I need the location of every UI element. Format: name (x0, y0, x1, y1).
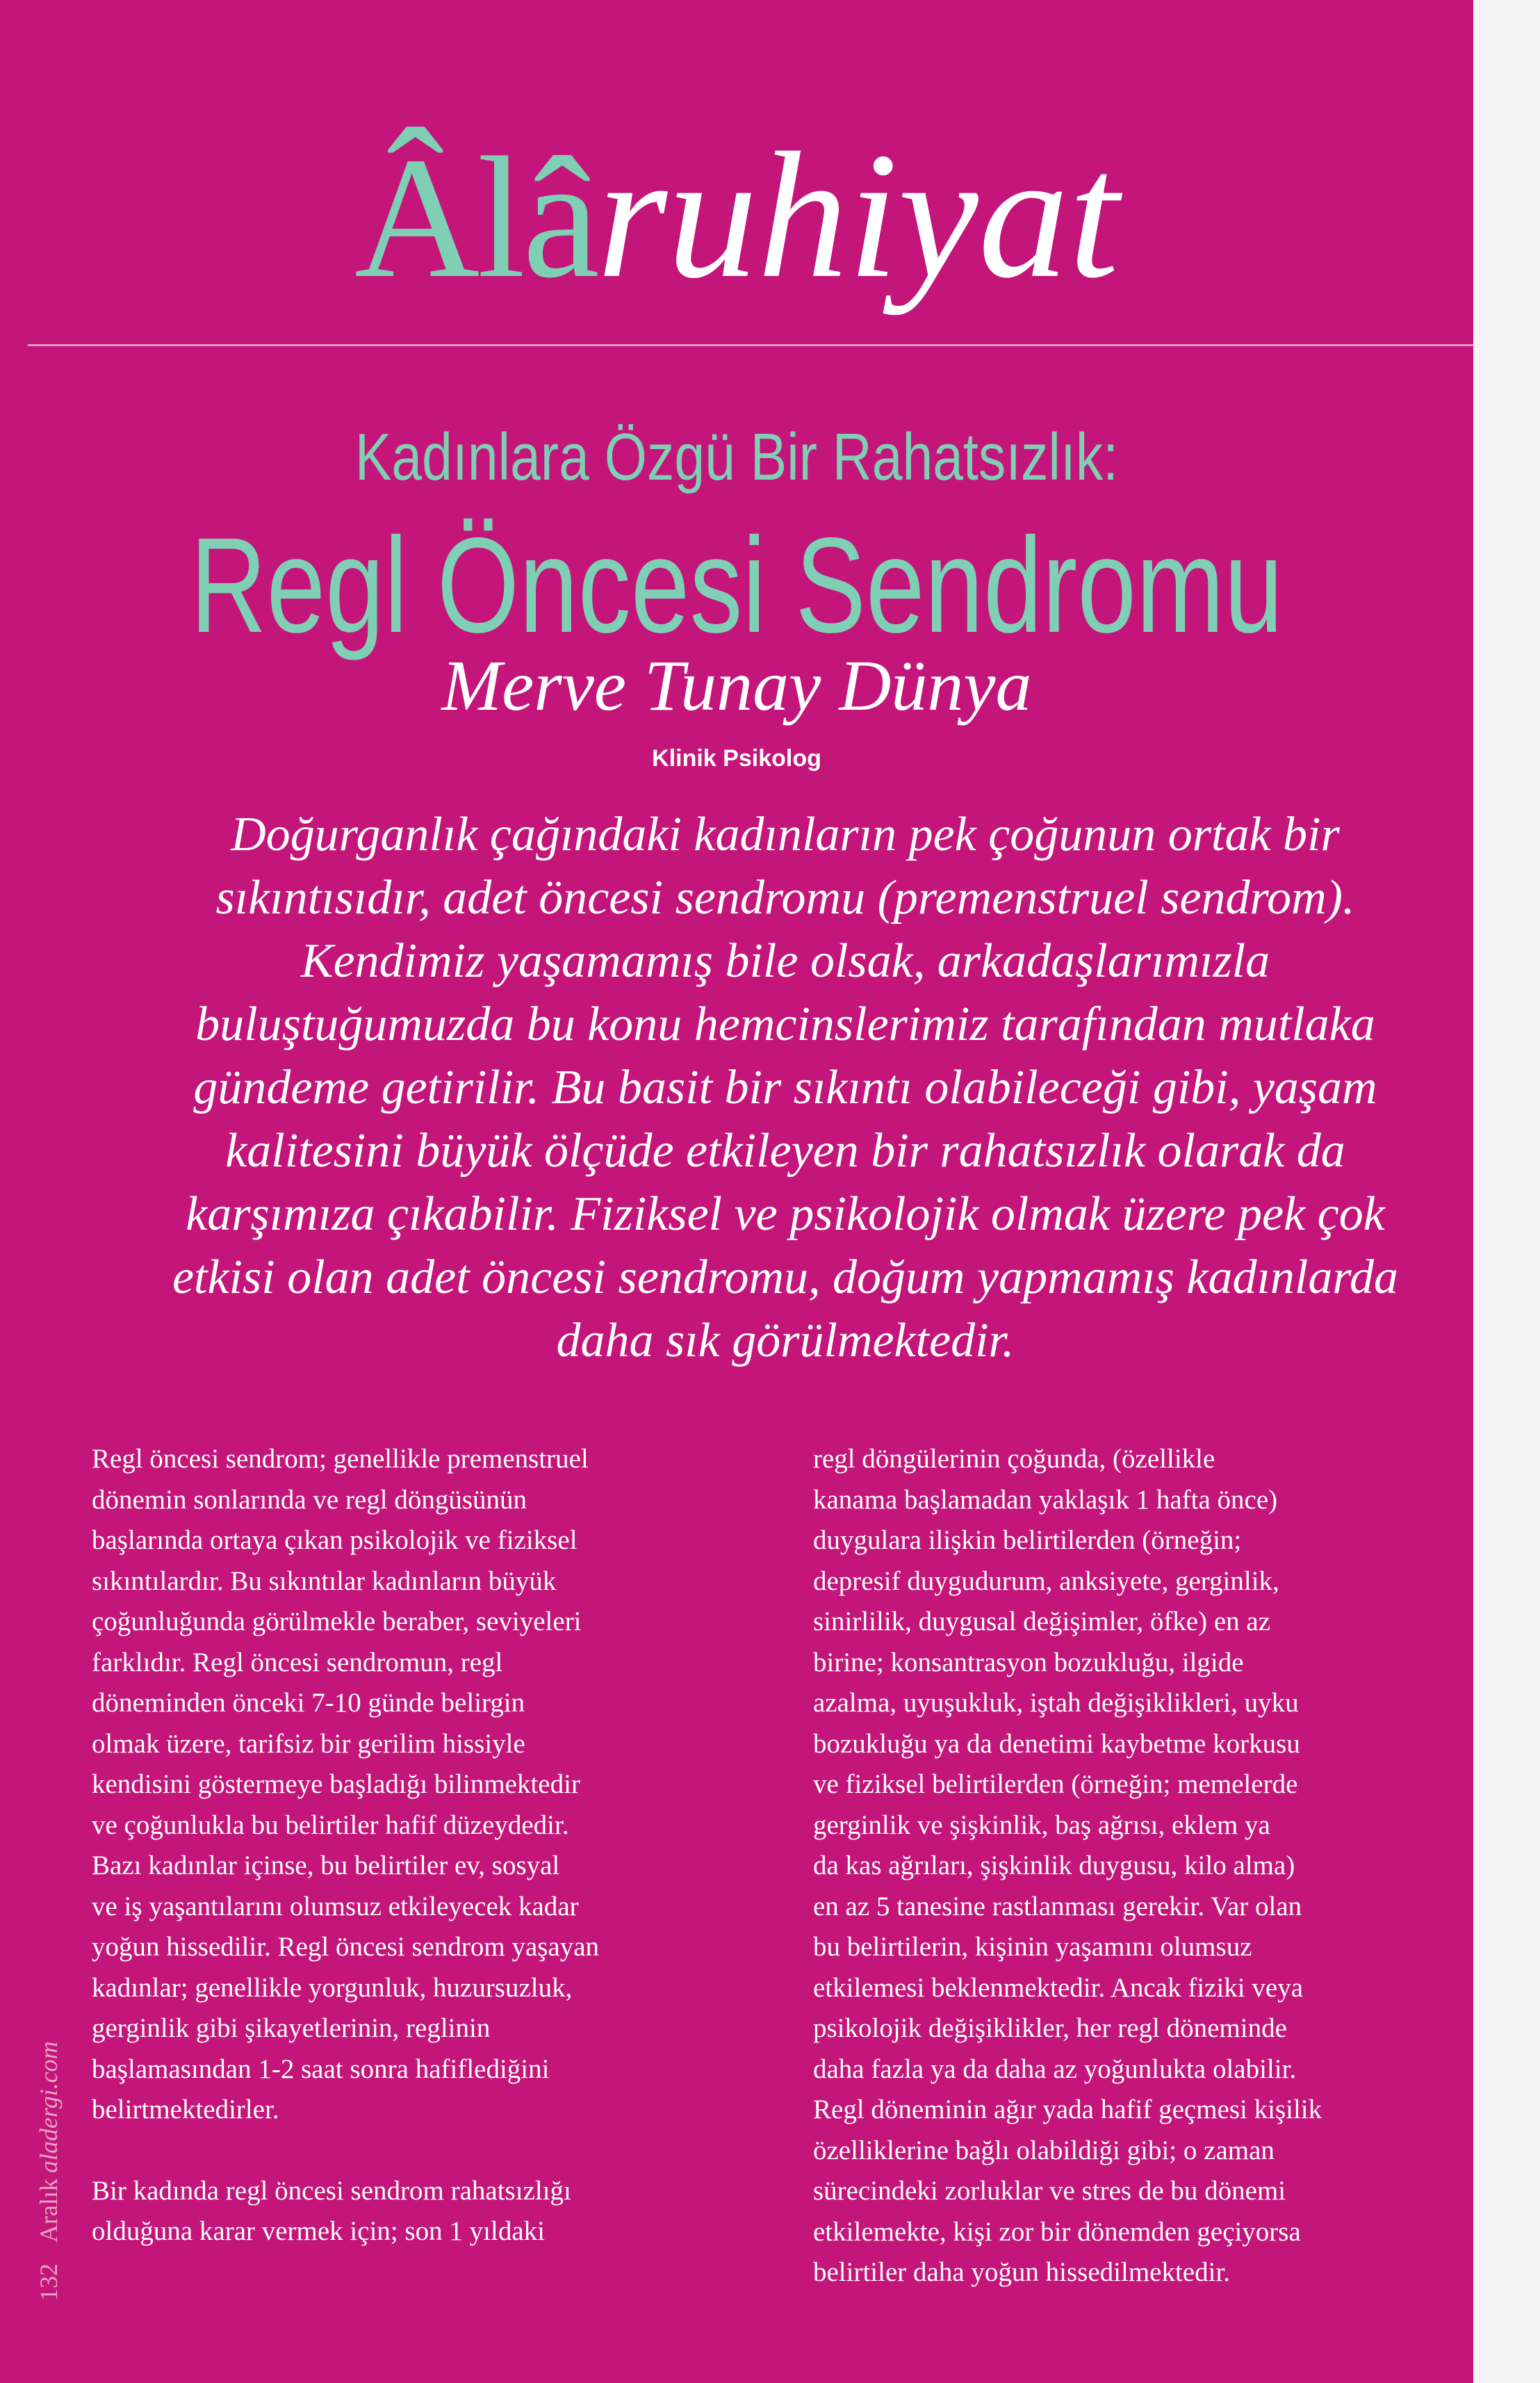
masthead-ala: Âlâ (354, 122, 597, 314)
body-line: regl döngülerinin çoğunda, (özellikle (813, 1444, 1215, 1474)
body-line: gerginlik ve şişkinlik, baş ağrısı, eklem ya (813, 1809, 1270, 1840)
lead-line: karşımıza çıkabilir. Fiziksel ve psikolojik olmak üzere pek çok (186, 1187, 1385, 1241)
page-number: 132 (35, 2263, 63, 2301)
body-line: başlamasından 1-2 saat sonra hafiflediğini (92, 2053, 550, 2084)
body-line: bu belirtilerin, kişinin yaşamını olumsuz (813, 1932, 1252, 1962)
body-line: gerginlik gibi şikayetlerinin, reglinin (92, 2013, 491, 2043)
body-paragraph (813, 1439, 1473, 2293)
body-line: en az 5 tanesine rastlanması gerekir. Var olan (813, 1891, 1302, 1921)
lead-line: etkisi olan adet öncesi sendromu, doğum yapmamış kadınlarda (172, 1251, 1399, 1304)
lead-line: kalitesini büyük ölçüde etkileyen bir rahatsızlık olarak da (225, 1124, 1345, 1178)
masthead-ruhiyat: ruhiyat (596, 115, 1120, 316)
lead-line: Kendimiz yaşamamış bile olsak, arkadaşlarımızla (300, 934, 1270, 988)
body-line: etkilemekte, kişi zor bir dönemden geçiyorsa (813, 2216, 1301, 2247)
body-line: sinirlilik, duygusal değişimler, öfke) en az (813, 1607, 1271, 1636)
article-lead (125, 803, 1445, 1372)
body-line: belirtmektedirler. (92, 2095, 279, 2124)
issue-month: Aralık (35, 2179, 63, 2243)
body-line: depresif duygudurum, anksiyete, gerginlik, (813, 1565, 1279, 1596)
author-role: Klinik Psikolog (652, 745, 821, 772)
body-line: daha fazla ya da daha az yoğunlukta olabilir. (813, 2053, 1297, 2084)
article-author: Merve Tunay Dünya (441, 646, 1032, 726)
body-line: Regl döneminin ağır yada hafif geçmesi kişilik (813, 2095, 1322, 2124)
body-line: farklıdır. Regl öncesi sendromun, regl (92, 1647, 503, 1677)
body-line: olmak üzere, tarifsiz bir gerilim hissiyle (92, 1728, 525, 1759)
lead-line: Doğurganlık çağındaki kadınların pek çoğunun ortak bir (231, 808, 1340, 861)
scan-margin (1473, 0, 1540, 2383)
body-line: ve fiziksel belirtilerden (örneğin; memelerde (813, 1769, 1298, 1799)
body-line: kanama başlamadan yaklaşık 1 hafta önce) (813, 1484, 1278, 1515)
body-line: sıkıntılardır. Bu sıkıntılar kadınların büyük (92, 1565, 557, 1596)
body-line: belirtiler daha yoğun hissedilmektedir. (813, 2257, 1231, 2287)
body-line: olduğuna karar vermek için; son 1 yıldaki (92, 2216, 545, 2246)
body-line: duygulara ilişkin belirtilerden (örneğin; (813, 1525, 1242, 1555)
body-line: başlarında ortaya çıkan psikolojik ve fiziksel (92, 1525, 578, 1555)
body-line: psikolojik değişiklikler, her regl döneminde (813, 2013, 1287, 2043)
body-line: azalma, uyuşukluk, iştah değişiklikleri, uyku (813, 1688, 1299, 1718)
body-line: ve çoğunlukla bu belirtiler hafif düzeydedir. (92, 1809, 569, 1840)
lead-line: daha sık görülmektedir. (556, 1314, 1015, 1367)
lead-line: sıkıntısıdır, adet öncesi sendromu (premenstruel sendrom). (215, 871, 1355, 925)
article-kicker: Kadınlara Özgü Bir Rahatsızlık: (354, 420, 1119, 494)
body-line: sürecindeki zorluklar ve stres de bu dönemi (813, 2176, 1286, 2206)
lead-line: gündeme getirilir. Bu basit bir sıkıntı olabileceği gibi, yaşam (193, 1061, 1377, 1114)
body-line: ve iş yaşantılarını olumsuz etkileyecek kadar (92, 1891, 579, 1921)
body-line: da kas ağrıları, şişkinlik duygusu, kilo alma) (813, 1851, 1295, 1880)
body-line: kadınlar; genellikle yorgunluk, huzursuzluk, (92, 1972, 573, 2003)
body-line: çoğunluğunda görülmekle beraber, seviyeleri (92, 1607, 582, 1636)
body-line: Bir kadında regl öncesi sendrom rahatsızlığı (92, 2175, 571, 2206)
body-line: yoğun hissedilir. Regl öncesi sendrom yaşayan (92, 1932, 600, 1962)
body-line: birine; konsantrasyon bozukluğu, ilgide (813, 1647, 1244, 1677)
body-line: özelliklerine bağlı olabildiği gibi; o zaman (813, 2135, 1275, 2165)
body-line: Regl öncesi sendrom; genellikle premenstruel (92, 1444, 589, 1474)
body-line: etkilemesi beklenmektedir. Ancak fiziki veya (813, 1972, 1304, 2003)
website-link[interactable]: aladergi.com (35, 2041, 63, 2174)
article-title: Regl Öncesi Sendromu (190, 510, 1284, 661)
body-paragraph (92, 2171, 801, 2252)
body-line: bozukluğu ya da denetimi kaybetme korkusu (813, 1728, 1300, 1759)
body-paragraph (92, 1439, 801, 2131)
lead-line: buluştuğumuzda bu konu hemcinslerimiz tarafından mutlaka (195, 998, 1375, 1051)
body-column-right (813, 1439, 1473, 2293)
body-column-left (92, 1439, 801, 2252)
section-masthead (0, 115, 1473, 320)
body-line: Bazı kadınlar içinse, bu belirtiler ev, sosyal (92, 1851, 560, 1880)
body-line: dönemin sonlarında ve regl döngüsünün (92, 1484, 527, 1515)
body-line: döneminden önceki 7-10 günde belirgin (92, 1688, 525, 1718)
page-folio (36, 2041, 61, 2301)
body-line: kendisini göstermeye başladığı bilinmektedir (92, 1769, 580, 1799)
masthead-divider (28, 344, 1473, 346)
